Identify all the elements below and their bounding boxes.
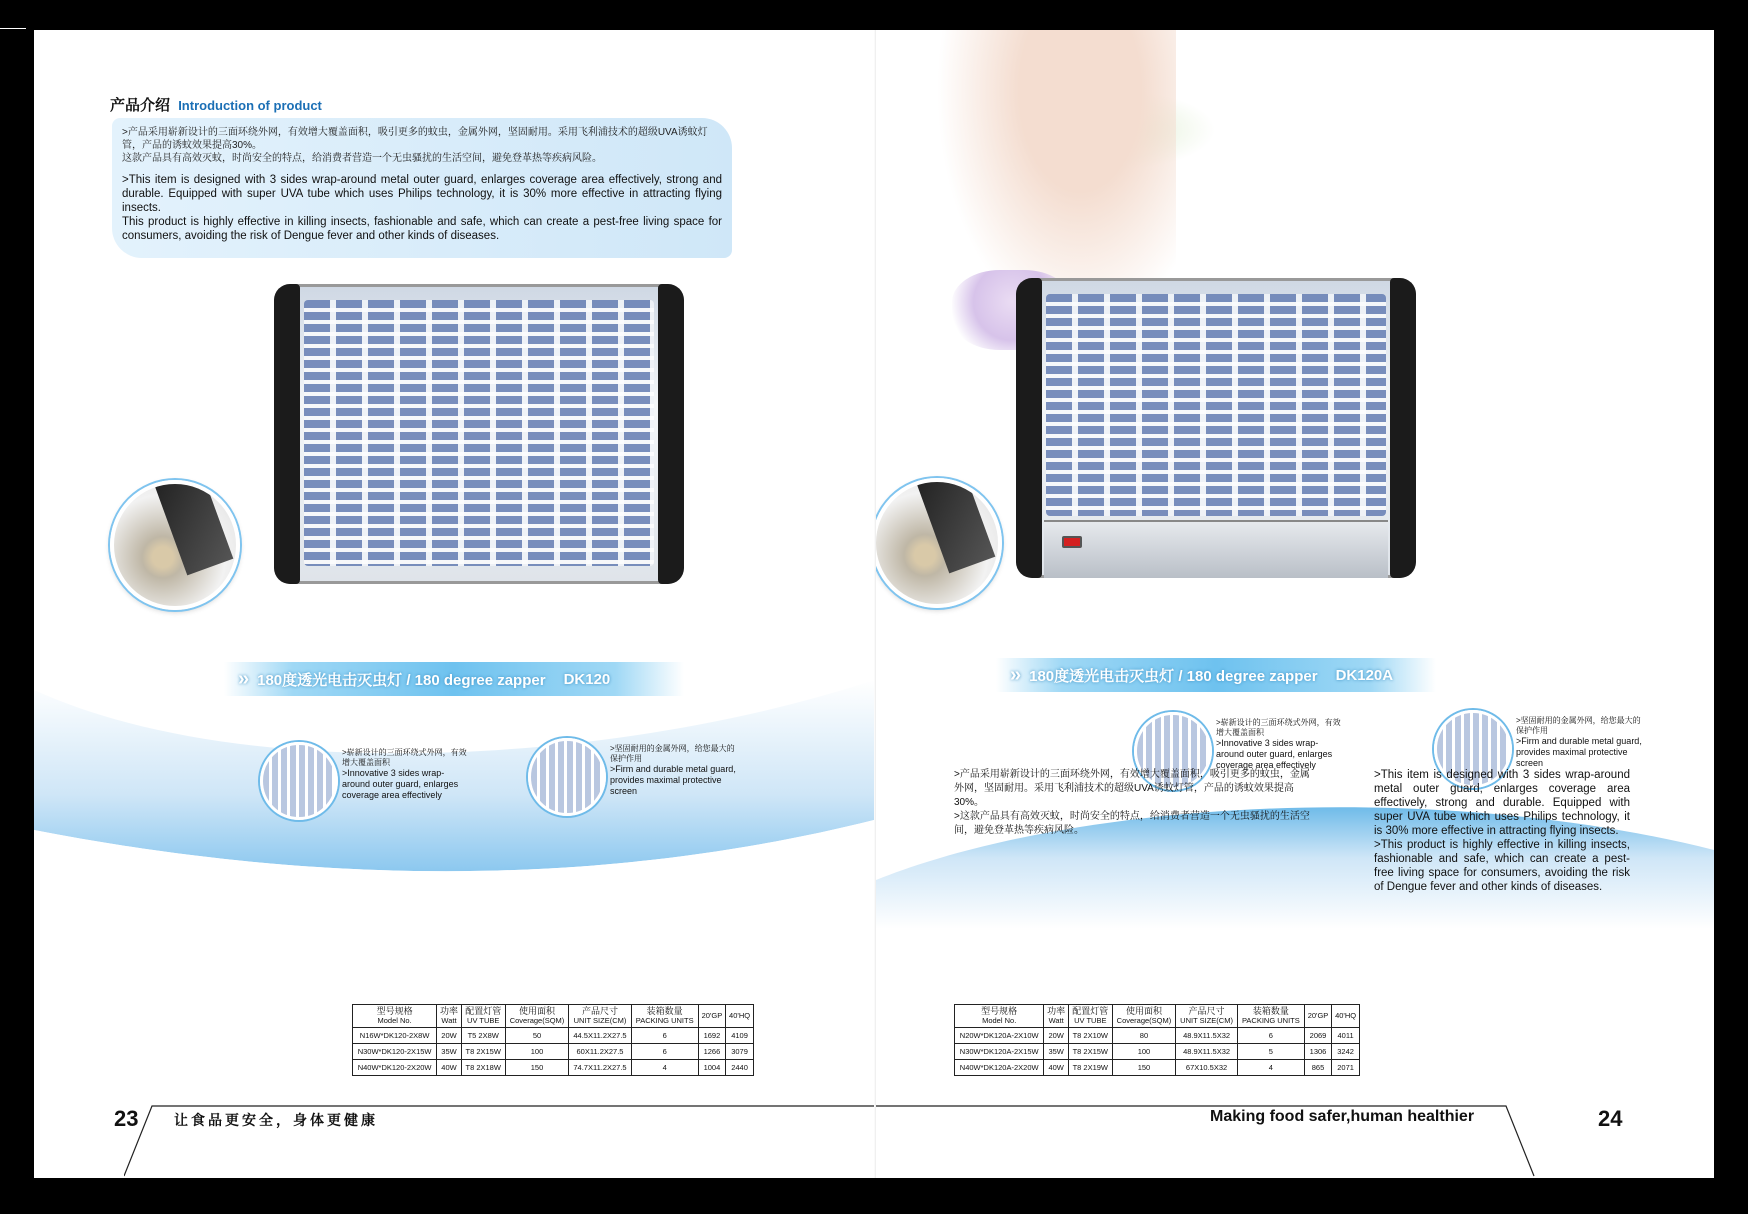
table-header-row: 型号规格 Model No. 功率 Watt 配置灯管 UV TUBE 使用面积 Coverage(SQM) 产品尺寸 UNIT SIZE(CM) 装箱数量 PACKING UNITS 20'GP 40'HQ [955,1005,1360,1028]
feature-cn: >坚固耐用的金属外网，给您最大的保护作用 [610,744,735,763]
feature-cn: >坚固耐用的金属外网，给您最大的保护作用 [1516,716,1641,735]
caption-text: 180度透光电击灭虫灯 / 180 degree zapper [257,671,546,689]
intro-box [112,118,732,258]
detail-tray-image [876,478,1002,608]
feature-cn: >崭新设计的三面环绕式外网，有效增大覆盖面积 [1216,718,1341,737]
intro-en-1: >This item is designed with 3 sides wrap-around metal outer guard, enlarges coverage area effectively, strong and durable. Equipped with super UVA tube which uses Philips technology, it is 30% more effective in attracting flying insects. [122,174,722,214]
model-name: DK120A [1335,666,1394,684]
spec-table [352,1004,754,1076]
slogan: Making food safer,human healthier [1210,1108,1475,1125]
description-en-2: >This product is highly effective in killing insects, fashionable and safe, which can create a pest-free living space for consumers, avoiding the risk of Dengue fever and other kinds of diseases. [1374,839,1630,893]
page-right [876,30,1714,1178]
feature-image [528,738,606,816]
spec-table [954,1004,1360,1076]
chevron-right-icon: » [1010,663,1022,686]
product-image-dk120a [1016,278,1416,578]
model-name: DK120 [563,670,611,688]
page-number: 23 [114,1106,139,1131]
feature-item [528,738,740,816]
slogan: 让食品更安全，身体更健康 [174,1112,378,1128]
page-number: 24 [1598,1106,1623,1131]
intro-cn-1: >产品采用崭新设计的三面环绕外网，有效增大覆盖面积，吸引更多的蚊虫，金属外网，坚固耐用。采用飞利浦技术的超级UVA诱蚊灯管，产品的诱蚊效果提高30%。 [122,127,708,151]
section-title-en: Introduction of product [178,98,322,113]
product-image-dk120 [274,284,684,584]
description-en-1: >This item is designed with 3 sides wrap-around metal outer guard, enlarges coverage area effectively, strong and durable. Equipped with super UVA tube which uses Philips technology, it is 30% more effective in attracting flying insects. [1374,769,1630,837]
table-row: N30W*DK120A-2X15W 35W T8 2X15W 100 48.9X11.5X32 5 1306 3242 [955,1044,1360,1060]
feature-en: >Firm and durable metal guard, provides maximal protective screen [610,764,736,796]
product-caption [996,658,1436,692]
description-cn-1: >产品采用崭新设计的三面环绕外网，有效增大覆盖面积，吸引更多的蚊虫，金属外网，坚固耐用。采用飞利浦技术的超级UVA诱蚊灯管，产品的诱蚊效果提高30%。 [954,769,1310,808]
table-header-row: 型号规格 Model No. 功率 Watt 配置灯管 UV TUBE 使用面积 Coverage(SQM) 产品尺寸 UNIT SIZE(CM) 装箱数量 PACKING UNITS 20'GP 40'HQ [353,1005,754,1028]
description-cn [954,768,1316,838]
crop-mark [0,28,26,29]
page-left [34,30,874,1178]
feature-en: >Innovative 3 sides wrap-around outer guard, enlarges coverage area effectively [342,768,459,800]
table-row: N40W*DK120A-2X20W 40W T8 2X19W 150 67X10.5X32 4 865 2071 [955,1060,1360,1076]
description-cn-2: >这款产品具有高效灭蚊，时尚安全的特点，给消费者营造一个无虫骚扰的生活空间，避免登革热等疾病风险。 [954,811,1310,836]
intro-cn-2: 这款产品具有高效灭蚊，时尚安全的特点，给消费者营造一个无虫骚扰的生活空间，避免登革热等疾病风险。 [122,153,602,164]
table-row: N20W*DK120A-2X10W 20W T8 2X10W 80 48.9X11.5X32 6 2069 4011 [955,1028,1360,1044]
table-row: N16W*DK120-2X8W 20W T5 2X8W 50 44.5X11.2X27.5 6 1692 4109 [353,1028,754,1044]
power-switch [1062,536,1082,548]
table-row: N30W*DK120-2X15W 35W T8 2X15W 100 60X11.2X27.5 6 1266 3079 [353,1044,754,1060]
caption-text: 180度透光电击灭虫灯 / 180 degree zapper [1029,667,1318,685]
feature-cn: >崭新设计的三面环绕式外网，有效增大覆盖面积 [342,748,467,767]
chevron-right-icon: » [238,667,250,690]
feature-item [260,742,472,820]
wave-background [34,667,874,990]
description-en [1374,768,1630,894]
feature-en: >Firm and durable metal guard, provides maximal protective screen [1516,736,1642,768]
table-row: N40W*DK120-2X20W 40W T8 2X18W 150 74.7X11.2X27.5 4 1004 2440 [353,1060,754,1076]
feature-en: >Innovative 3 sides wrap-around outer guard, enlarges coverage area effectively [1216,738,1333,770]
product-caption [224,662,684,696]
section-title [110,94,322,115]
feature-image [260,742,338,820]
section-title-cn: 产品介绍 [110,97,171,114]
detail-tray-image [110,480,240,610]
intro-en-2: This product is highly effective in killing insects, fashionable and safe, which can create a pest-free living space for consumers, avoiding the risk of Dengue fever and other kinds of diseases. [122,216,722,242]
